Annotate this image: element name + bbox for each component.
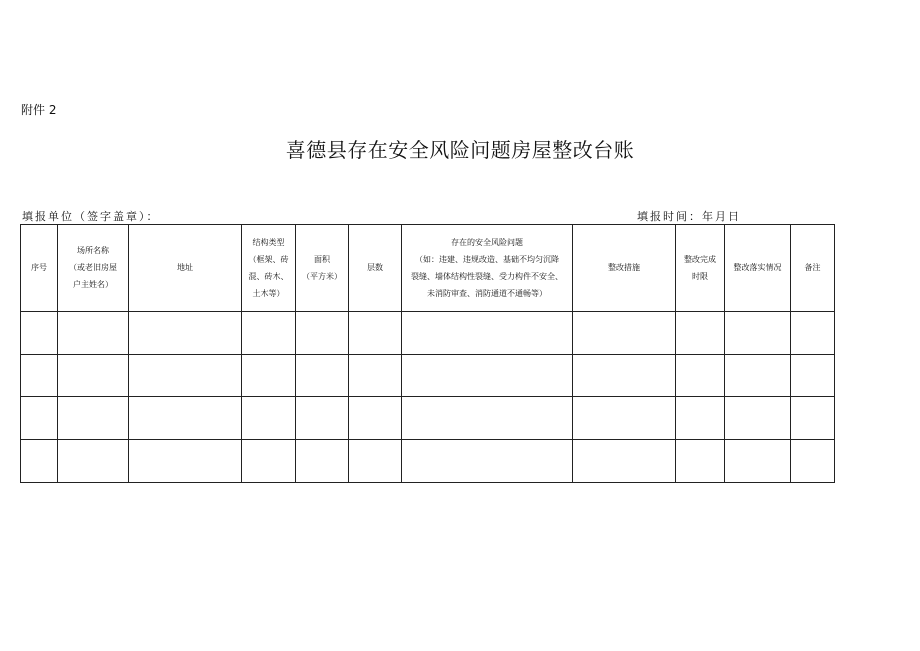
header-area-line: 面积 [314, 254, 330, 264]
table-cell[interactable] [129, 440, 242, 483]
table-cell[interactable] [296, 354, 349, 397]
table-row [21, 440, 835, 483]
table-cell[interactable] [129, 311, 242, 354]
header-risk-line: 裂缝、墙体结构性裂缝、受力构件不安全、 [411, 271, 563, 281]
table-cell[interactable] [402, 397, 573, 440]
header-risk-issues [402, 225, 573, 312]
table-cell[interactable] [573, 354, 676, 397]
header-risk-line: 未消防审查、消防通道不通畅等） [427, 288, 547, 298]
header-seq: 序号 [21, 225, 58, 312]
table-cell[interactable] [791, 397, 835, 440]
table-cell[interactable] [402, 440, 573, 483]
table-cell[interactable] [402, 311, 573, 354]
header-area [296, 225, 349, 312]
page-title: 喜德县存在安全风险问题房屋整改台账 [285, 138, 635, 162]
table-cell[interactable] [573, 311, 676, 354]
table-cell[interactable] [349, 311, 402, 354]
table-cell[interactable] [242, 397, 296, 440]
fill-unit-label: 填报单位（签字盖章）： [22, 210, 160, 223]
attachment-label: 附件 2 [21, 103, 57, 117]
header-area-line: （平方米） [302, 271, 342, 281]
table-cell[interactable] [21, 397, 58, 440]
header-address: 地址 [129, 225, 242, 312]
table-cell[interactable] [129, 354, 242, 397]
table-cell[interactable] [725, 311, 791, 354]
header-site-name-line: （或老旧房屋 [69, 263, 117, 273]
table-cell[interactable] [242, 440, 296, 483]
table-cell[interactable] [21, 311, 58, 354]
header-structure-line: （框架、砖 [248, 254, 289, 264]
table-cell[interactable] [242, 311, 296, 354]
table-cell[interactable] [676, 397, 725, 440]
header-risk-line: （如：违建、违规改造、基础不均匀沉降 [415, 254, 559, 264]
table-cell[interactable] [58, 397, 129, 440]
table-cell[interactable] [58, 440, 129, 483]
table-cell[interactable] [296, 311, 349, 354]
table-cell[interactable] [676, 311, 725, 354]
table-cell[interactable] [349, 354, 402, 397]
table-cell[interactable] [296, 440, 349, 483]
table-cell[interactable] [349, 397, 402, 440]
table-cell[interactable] [58, 354, 129, 397]
header-floors: 层数 [349, 225, 402, 312]
table-cell[interactable] [402, 354, 573, 397]
table-cell[interactable] [791, 354, 835, 397]
header-structure-line: 混、砖木、 [248, 271, 289, 281]
table-row [21, 311, 835, 354]
table-cell[interactable] [129, 397, 242, 440]
header-structure-line: 土木等） [252, 288, 285, 298]
table-cell[interactable] [58, 311, 129, 354]
table-cell[interactable] [676, 354, 725, 397]
table-cell[interactable] [791, 311, 835, 354]
table-cell[interactable] [676, 440, 725, 483]
table-row [21, 354, 835, 397]
table-cell[interactable] [791, 440, 835, 483]
header-site-name-line: 场所名称 [77, 246, 109, 256]
rectification-ledger-table [20, 224, 835, 483]
header-measures: 整改措施 [573, 225, 676, 312]
header-site-name [58, 225, 129, 312]
header-implementation-status: 整改落实情况 [725, 225, 791, 312]
table-cell[interactable] [573, 440, 676, 483]
header-structure-line: 结构类型 [252, 237, 285, 247]
header-deadline-line: 整改完成 [684, 254, 716, 264]
table-cell[interactable] [725, 440, 791, 483]
header-risk-line: 存在的安全风险问题 [451, 237, 523, 247]
table-cell[interactable] [725, 354, 791, 397]
header-remark: 备注 [791, 225, 835, 312]
table-body [21, 311, 835, 482]
header-deadline-line: 时限 [692, 271, 708, 281]
table-cell[interactable] [573, 397, 676, 440]
header-site-name-line: 户主姓名） [73, 280, 113, 290]
table-cell[interactable] [725, 397, 791, 440]
header-row [21, 225, 835, 312]
table-row [21, 397, 835, 440]
table-cell[interactable] [21, 354, 58, 397]
fill-time-label: 填报时间：年月日 [637, 210, 741, 223]
header-structure-type [242, 225, 296, 312]
table-cell[interactable] [296, 397, 349, 440]
table-cell[interactable] [349, 440, 402, 483]
header-deadline [676, 225, 725, 312]
table-cell[interactable] [242, 354, 296, 397]
table-cell[interactable] [21, 440, 58, 483]
